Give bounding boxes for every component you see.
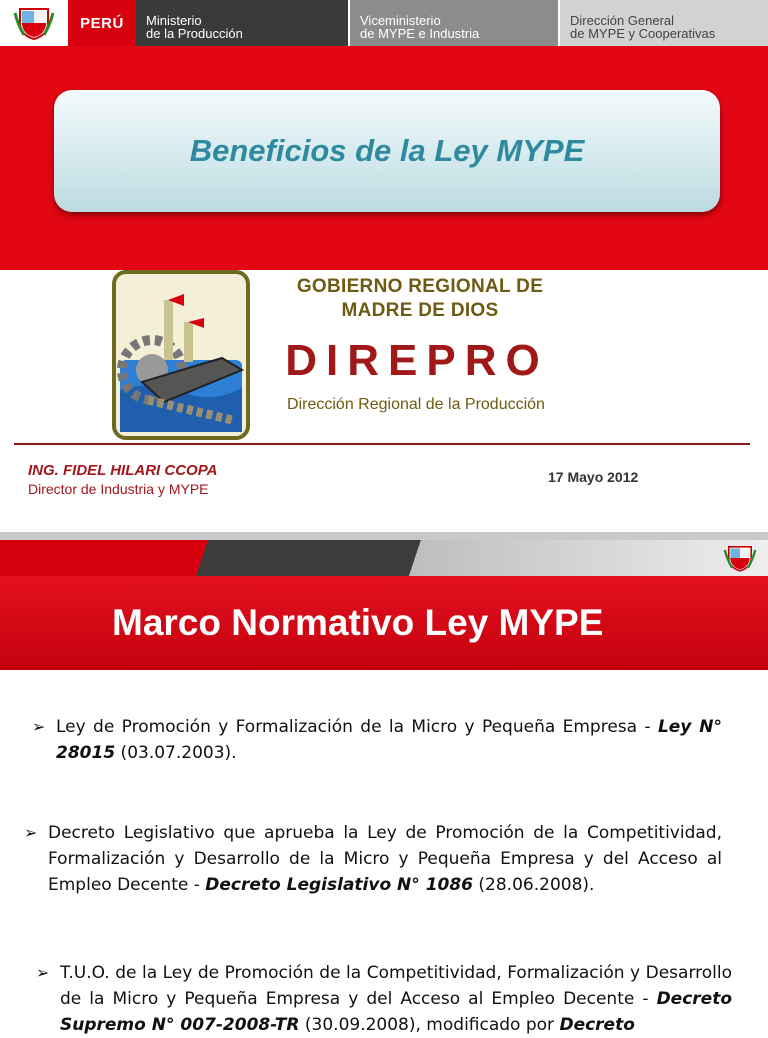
logo-line-2: MADRE DE DIOS xyxy=(341,300,499,321)
bullet-text-part: Decreto Legislativo que aprueba la Ley de Promoción de la Competitividad, Formalización y Desarrollo de la Micro y Pequeña Empresa y del Acceso al Empleo Decente - xyxy=(48,823,722,895)
author-role: Director de Industria y MYPE xyxy=(28,481,209,497)
slide-marco-normativo xyxy=(0,540,768,1035)
presentation-date: 17 Mayo 2012 xyxy=(548,469,639,485)
title-box xyxy=(54,90,720,212)
logo-acronym: DIREPRO xyxy=(285,336,549,385)
ministry-line-1: Ministerio xyxy=(146,13,202,28)
bullet-text xyxy=(60,960,732,1038)
bullet-text xyxy=(56,714,722,766)
viceministry-label xyxy=(348,0,558,46)
slide2-header-strip xyxy=(0,540,768,576)
law-reference: Decreto Legislativo N° 1086 xyxy=(205,875,474,895)
bullet-text-part: (30.09.2008), modificado por xyxy=(299,1015,560,1035)
arrow-bullet-icon: ➢ xyxy=(36,963,50,982)
strip-dark-segment xyxy=(196,540,421,576)
slide-separator xyxy=(0,532,768,540)
ministry-line-2: de la Producción xyxy=(146,26,243,41)
law-reference: Decreto xyxy=(559,1015,635,1035)
strip-light-segment xyxy=(409,540,768,576)
bullet-text xyxy=(48,820,722,898)
viceministry-line-2: de MYPE e Industria xyxy=(360,26,480,41)
header-bar xyxy=(0,0,768,46)
peru-coat-of-arms-icon xyxy=(724,542,756,574)
bullet-text-part: Ley de Promoción y Formalización de la Micro y Pequeña Empresa - xyxy=(56,717,658,737)
direction-label xyxy=(558,0,768,46)
arrow-bullet-icon: ➢ xyxy=(32,717,46,736)
list-item xyxy=(36,960,732,1038)
author-name: ING. FIDEL HILARI CCOPA xyxy=(28,462,218,479)
direction-line-1: Dirección General xyxy=(570,13,675,28)
direpro-logo xyxy=(112,270,572,442)
law-reference: Ley N° 28015 xyxy=(56,717,722,763)
direction-line-2: de MYPE y Cooperativas xyxy=(570,26,716,41)
logo-subtitle: Dirección Regional de la Producción xyxy=(287,396,545,413)
slide2-title-band xyxy=(0,576,768,670)
arrow-bullet-icon: ➢ xyxy=(24,823,38,842)
slide2-title: Marco Normativo Ley MYPE xyxy=(112,602,604,643)
list-item xyxy=(32,714,722,766)
strip-red-segment xyxy=(0,540,208,576)
ministry-label xyxy=(136,0,348,46)
peru-coat-of-arms-icon xyxy=(0,0,68,46)
list-item xyxy=(24,820,722,898)
logo-line-1: GOBIERNO REGIONAL DE xyxy=(296,276,544,297)
law-reference: Decreto Supremo N° 007-2008-TR xyxy=(60,989,732,1035)
bullet-text-part: (28.06.2008). xyxy=(473,875,595,895)
divider-line xyxy=(14,443,750,445)
direpro-emblem-icon xyxy=(112,270,252,442)
slide-title: Beneficios de la Ley MYPE xyxy=(189,133,585,168)
bullet-text-part: T.U.O. de la Ley de Promoción de la Competitividad, Formalización y Desarrollo de la Micro y Pequeña Empresa y del Acceso al Empleo Decente - xyxy=(60,963,732,1009)
bullet-text-part: (03.07.2003). xyxy=(115,743,237,763)
country-label: PERÚ xyxy=(68,0,136,46)
viceministry-line-1: Viceministerio xyxy=(360,13,441,28)
